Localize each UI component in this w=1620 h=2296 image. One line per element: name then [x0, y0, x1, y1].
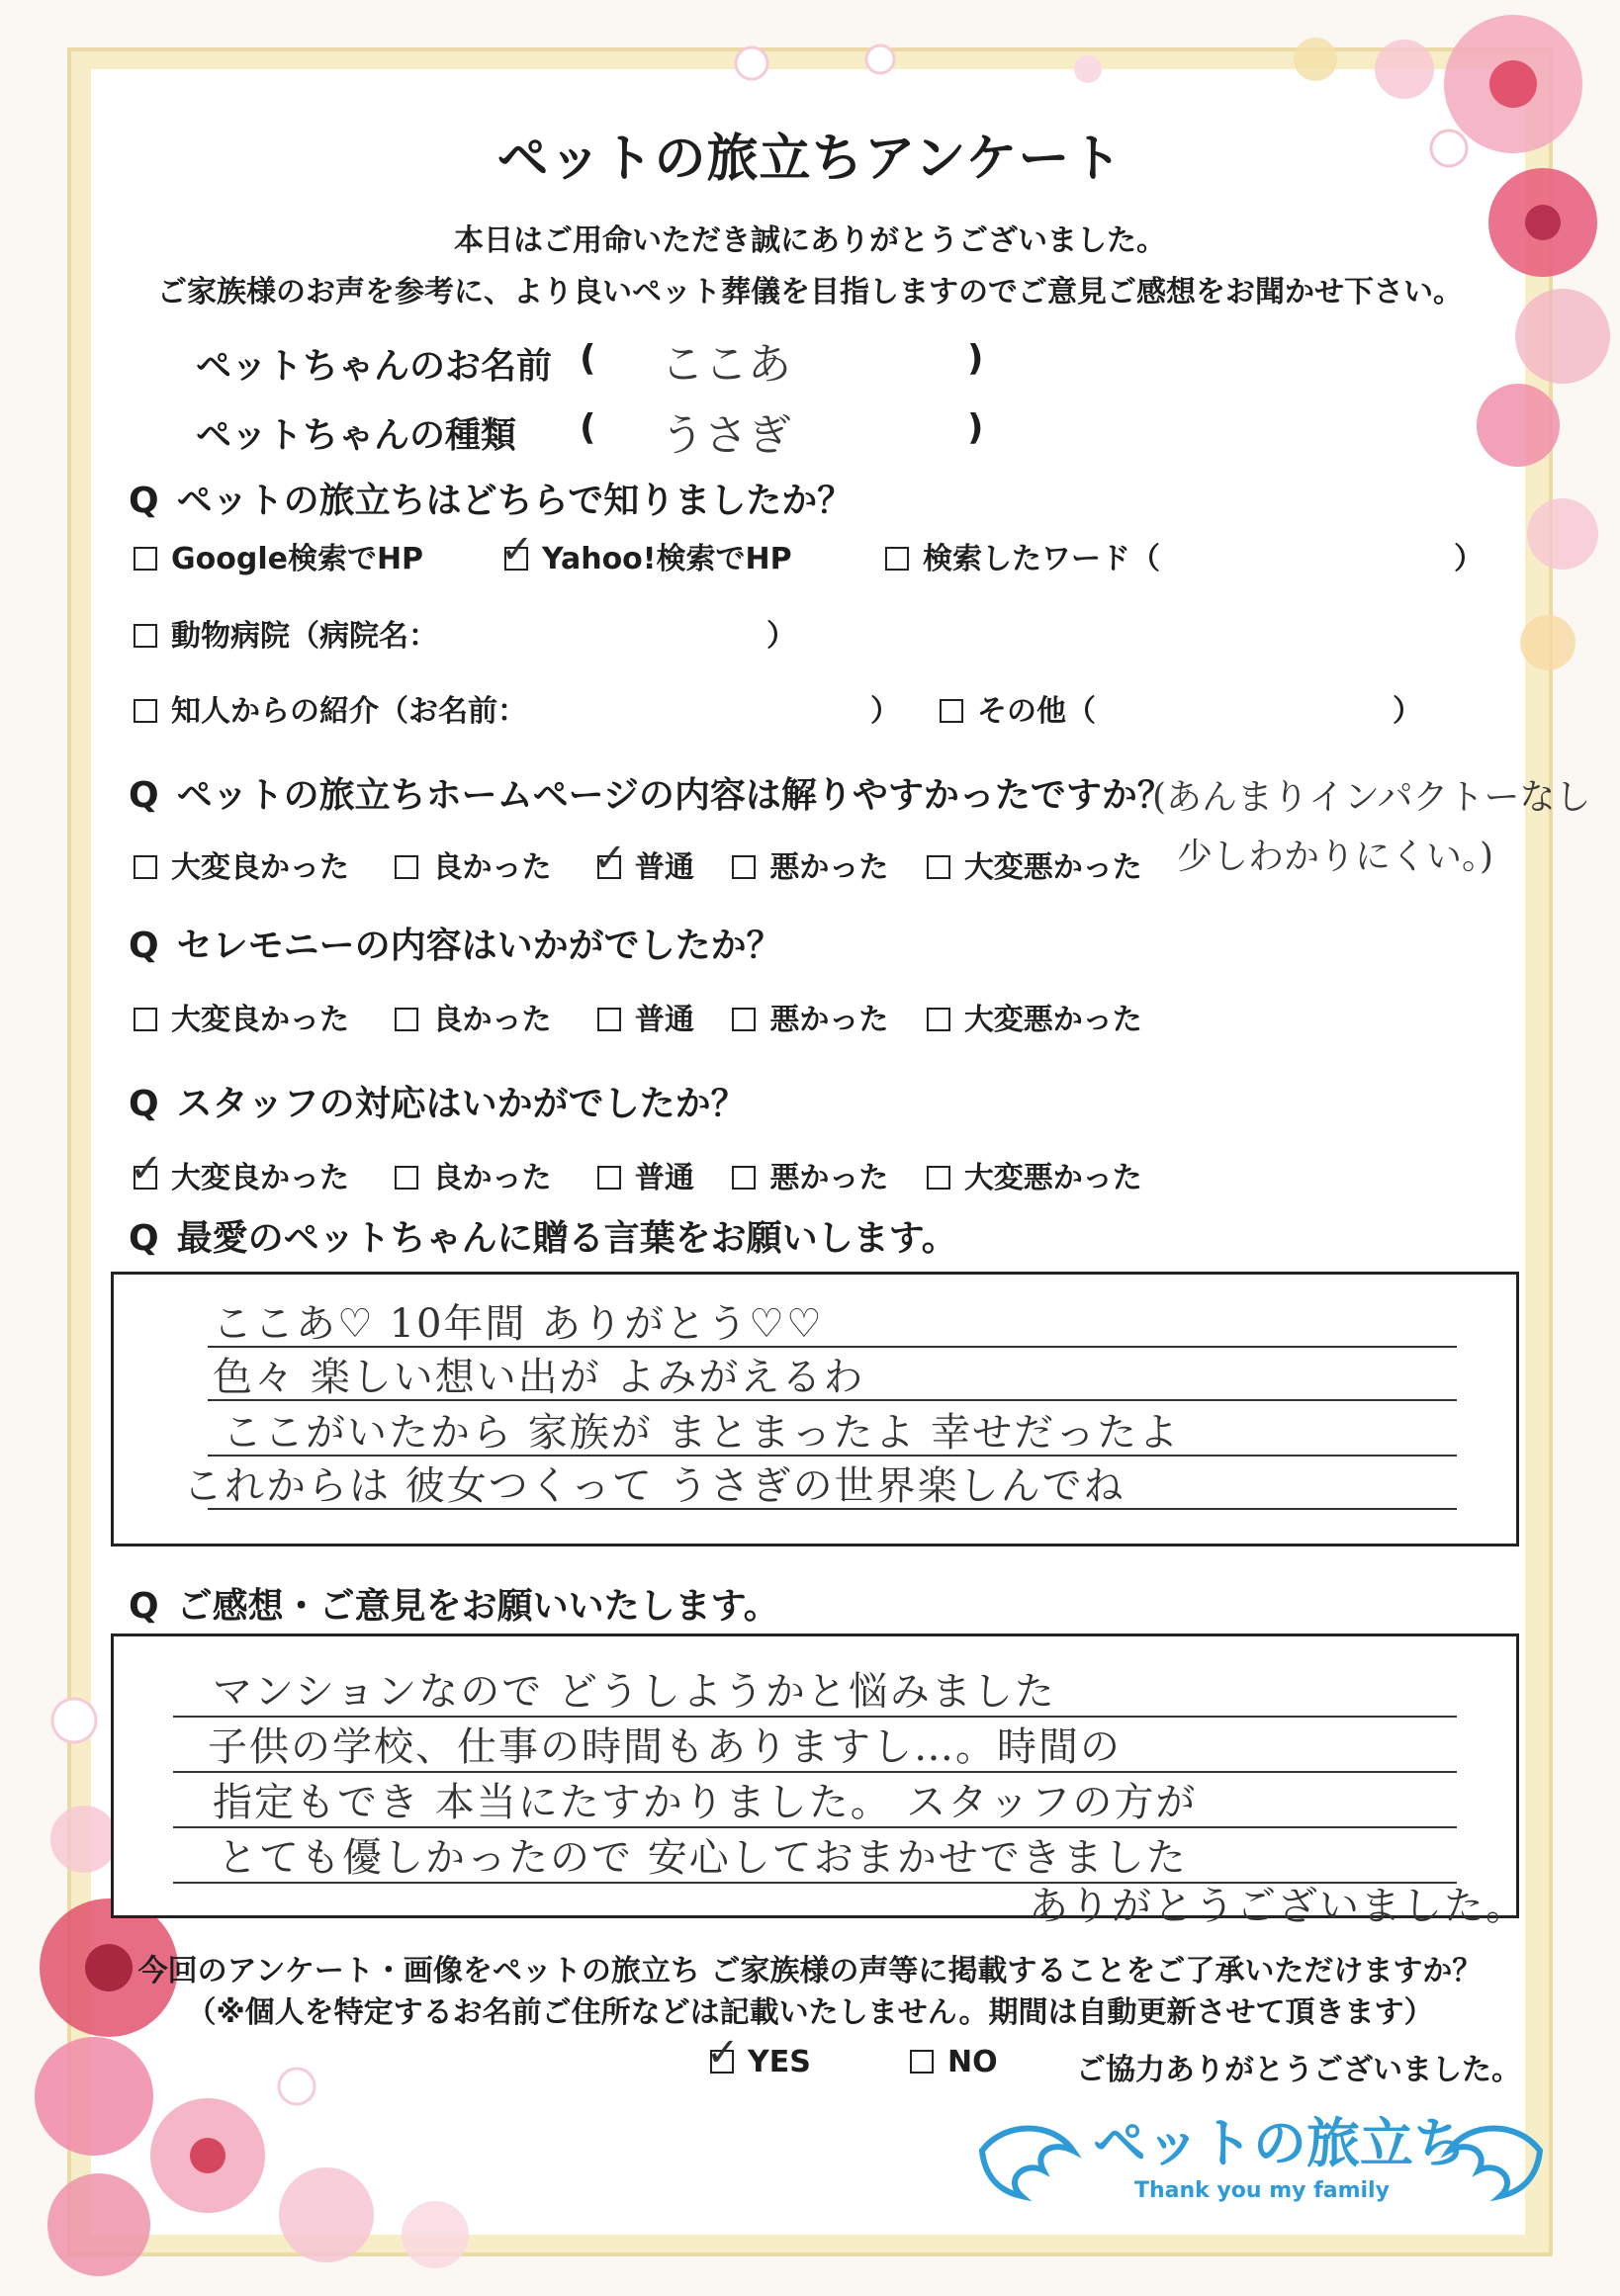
feedback-line-4: とても優しかったので 安心しておまかせできました: [218, 1835, 1188, 1881]
q2-text: ペットの旅立ちホームページの内容は解りやすかったですか？: [176, 775, 1173, 816]
q1-option-referral[interactable]: [134, 686, 527, 730]
pet-name-close-paren: ): [967, 338, 984, 379]
pet-name-open-paren: (: [580, 338, 596, 379]
checkbox-checked[interactable]: [500, 527, 534, 573]
q2-option-good[interactable]: [395, 850, 551, 885]
checkbox[interactable]: [885, 547, 909, 571]
q2-option-very-bad[interactable]: [927, 850, 1142, 885]
option-label: 検索したワード（: [923, 542, 1160, 576]
checkbox[interactable]: [395, 1166, 418, 1190]
q3-mark: Q: [129, 926, 159, 966]
q4-heading: [129, 1076, 747, 1126]
q2-mark: Q: [129, 775, 159, 816]
q3-option-very-good[interactable]: [134, 1003, 349, 1037]
pet-name-label: ペットちゃんのお名前: [196, 346, 553, 387]
q4-option-normal[interactable]: [597, 1161, 694, 1195]
checkbox[interactable]: [134, 547, 157, 571]
q2-handwritten-note-2: 少しわかりにくい。): [1177, 837, 1494, 877]
checkbox-checked[interactable]: [706, 2030, 740, 2075]
checkbox[interactable]: [395, 1008, 418, 1031]
intro-line-2: ご家族様のお声を参考に、より良いペット葬儀を目指しますのでご意見ご感想をお聞かせ下さい。: [157, 275, 1463, 309]
q4-text: スタッフの対応はいかがでしたか？: [176, 1084, 747, 1124]
option-label: 大変良かった: [171, 1003, 349, 1037]
pet-type-close-paren: ): [967, 407, 984, 448]
consent-thanks: ご協力ありがとうございました。: [1076, 2053, 1521, 2087]
logo-name: ペットの旅立ち: [1093, 2112, 1467, 2174]
checkbox[interactable]: [134, 624, 157, 648]
q1-option-keyword[interactable]: [885, 534, 1160, 577]
option-label: 良かった: [432, 1161, 552, 1195]
pet-type-value[interactable]: うさぎ: [661, 410, 791, 461]
message-line-3: ここがいたから 家族が まとまったよ 幸せだったよ: [223, 1410, 1181, 1456]
q1-text: ペットの旅立ちはどちらで知りましたか？: [176, 481, 854, 521]
q3-text: セレモニーの内容はいかがでしたか？: [176, 926, 782, 966]
q1-heading: [129, 473, 853, 523]
q3-option-very-bad[interactable]: [927, 1003, 1142, 1037]
feedback-line-2: 子供の学校、仕事の時間もありますし…。時間の: [208, 1724, 1122, 1770]
feedback-line-1: マンションなので どうしようかと悩みました: [213, 1669, 1056, 1715]
q3-option-good[interactable]: [395, 1003, 551, 1037]
q4-mark: Q: [129, 1084, 159, 1124]
checkbox[interactable]: [597, 1166, 621, 1190]
brand-logo: [974, 2101, 1548, 2220]
check-mark-icon: ✓: [592, 836, 627, 881]
option-label: YES: [748, 2045, 811, 2079]
q2-handwritten-note-1: (あんまりインパクトーなし: [1152, 777, 1591, 818]
q2-heading: [129, 767, 1173, 818]
q2-option-bad[interactable]: [732, 850, 888, 885]
pet-type-label: ペットちゃんの種類: [196, 415, 517, 456]
q1-option-yahoo[interactable]: [500, 527, 792, 577]
q2-options: [134, 836, 1142, 886]
option-label: 知人からの紹介（お名前：: [171, 694, 527, 729]
pet-type-open-paren: (: [580, 407, 596, 448]
q6-mark: Q: [129, 1586, 159, 1627]
q4-option-good[interactable]: [395, 1161, 551, 1195]
feedback-line-5: ありがとうございました。: [1029, 1884, 1527, 1929]
page-title: ペットの旅立ちアンケート: [496, 130, 1124, 189]
checkbox[interactable]: [134, 699, 157, 723]
check-mark-icon: ✓: [500, 527, 534, 573]
option-label: その他（: [977, 694, 1096, 729]
q6-heading: [129, 1578, 779, 1629]
option-label: 普通: [634, 850, 694, 885]
q1-option-google[interactable]: [134, 534, 423, 577]
option-label: 良かった: [432, 1003, 552, 1037]
checkbox[interactable]: [927, 1008, 950, 1031]
checkbox-checked[interactable]: [592, 836, 627, 881]
checkbox[interactable]: [732, 1008, 756, 1031]
pet-name-value[interactable]: ここあ: [661, 339, 791, 390]
checkbox[interactable]: [940, 699, 963, 723]
checkbox[interactable]: [134, 1008, 157, 1031]
q2-option-very-good[interactable]: [134, 850, 349, 885]
option-label: 大変悪かった: [963, 850, 1142, 885]
q3-option-bad[interactable]: [732, 1003, 888, 1037]
q2-option-normal[interactable]: [592, 836, 694, 885]
message-line-1: ここあ♡ 10年間 ありがとう♡♡: [213, 1301, 824, 1347]
checkbox[interactable]: [395, 855, 418, 879]
checkbox[interactable]: [597, 1008, 621, 1031]
q1-keyword-close: ）: [1454, 542, 1484, 576]
q5-mark: Q: [129, 1218, 159, 1259]
q1-referral-close: ）: [870, 694, 900, 729]
option-label: Google検索でHP: [171, 542, 424, 576]
check-mark-icon: ✓: [130, 1146, 163, 1192]
q4-options: [130, 1146, 1142, 1196]
option-label: 大変悪かった: [963, 1161, 1142, 1195]
q3-options: [134, 995, 1142, 1038]
option-label: NO: [947, 2045, 998, 2079]
checkbox-checked[interactable]: [130, 1146, 163, 1192]
feedback-line-3: 指定もでき 本当にたすかりました。 スタッフの方が: [213, 1780, 1198, 1825]
checkbox[interactable]: [134, 855, 157, 879]
option-label: 大変悪かった: [963, 1003, 1142, 1037]
consent-option-no[interactable]: [910, 2045, 998, 2079]
option-label: 悪かった: [769, 1161, 889, 1195]
message-answer-box[interactable]: [111, 1272, 1519, 1546]
q6-text: ご感想・ご意見をお願いいたします。: [176, 1586, 779, 1627]
q1-option-hospital[interactable]: [134, 611, 438, 655]
option-label: 大変良かった: [171, 1161, 349, 1195]
consent-line-1: 今回のアンケート・画像をペットの旅立ち ご家族様の声等に掲載することをご了承いただけますか？: [137, 1954, 1483, 1988]
q3-option-normal[interactable]: [597, 1003, 694, 1037]
checkbox[interactable]: [910, 2050, 934, 2074]
message-line-2: 色々 楽しい想い出が よみがえるわ: [213, 1355, 865, 1400]
option-label: 良かった: [432, 850, 552, 885]
q4-option-very-good[interactable]: [130, 1146, 349, 1195]
checkbox[interactable]: [732, 855, 756, 879]
q5-text: 最愛のペットちゃんに贈る言葉をお願いします。: [176, 1218, 957, 1259]
logo-tagline: Thank you my family: [1134, 2178, 1390, 2203]
consent-option-yes[interactable]: [706, 2030, 811, 2079]
checkbox[interactable]: [732, 1166, 756, 1190]
option-label: 大変良かった: [171, 850, 349, 885]
intro-line-1: 本日はご用命いただき誠にありがとうございました。: [454, 223, 1166, 258]
option-label: 普通: [634, 1003, 694, 1037]
option-label: 動物病院（病院名：: [171, 619, 438, 654]
q1-mark: Q: [129, 481, 159, 521]
q1-other-close: ）: [1393, 694, 1422, 729]
q4-option-bad[interactable]: [732, 1161, 888, 1195]
q1-option-other[interactable]: [940, 686, 1096, 730]
option-label: 悪かった: [769, 850, 889, 885]
option-label: 悪かった: [769, 1003, 889, 1037]
check-mark-icon: ✓: [706, 2030, 740, 2075]
message-line-4: これからは 彼女つくって うさぎの世界楽しんでね: [183, 1463, 1125, 1509]
option-label: 普通: [634, 1161, 694, 1195]
option-label: Yahoo!検索でHP: [542, 542, 792, 576]
consent-line-2: （※個人を特定するお名前ご住所などは記載いたしません。期間は自動更新させて頂きます）: [186, 1995, 1434, 2030]
q4-option-very-bad[interactable]: [927, 1161, 1142, 1195]
q5-heading: [129, 1210, 957, 1261]
checkbox[interactable]: [927, 855, 950, 879]
q3-heading: [129, 918, 782, 968]
q1-hospital-close: ）: [766, 619, 796, 654]
checkbox[interactable]: [927, 1166, 950, 1190]
